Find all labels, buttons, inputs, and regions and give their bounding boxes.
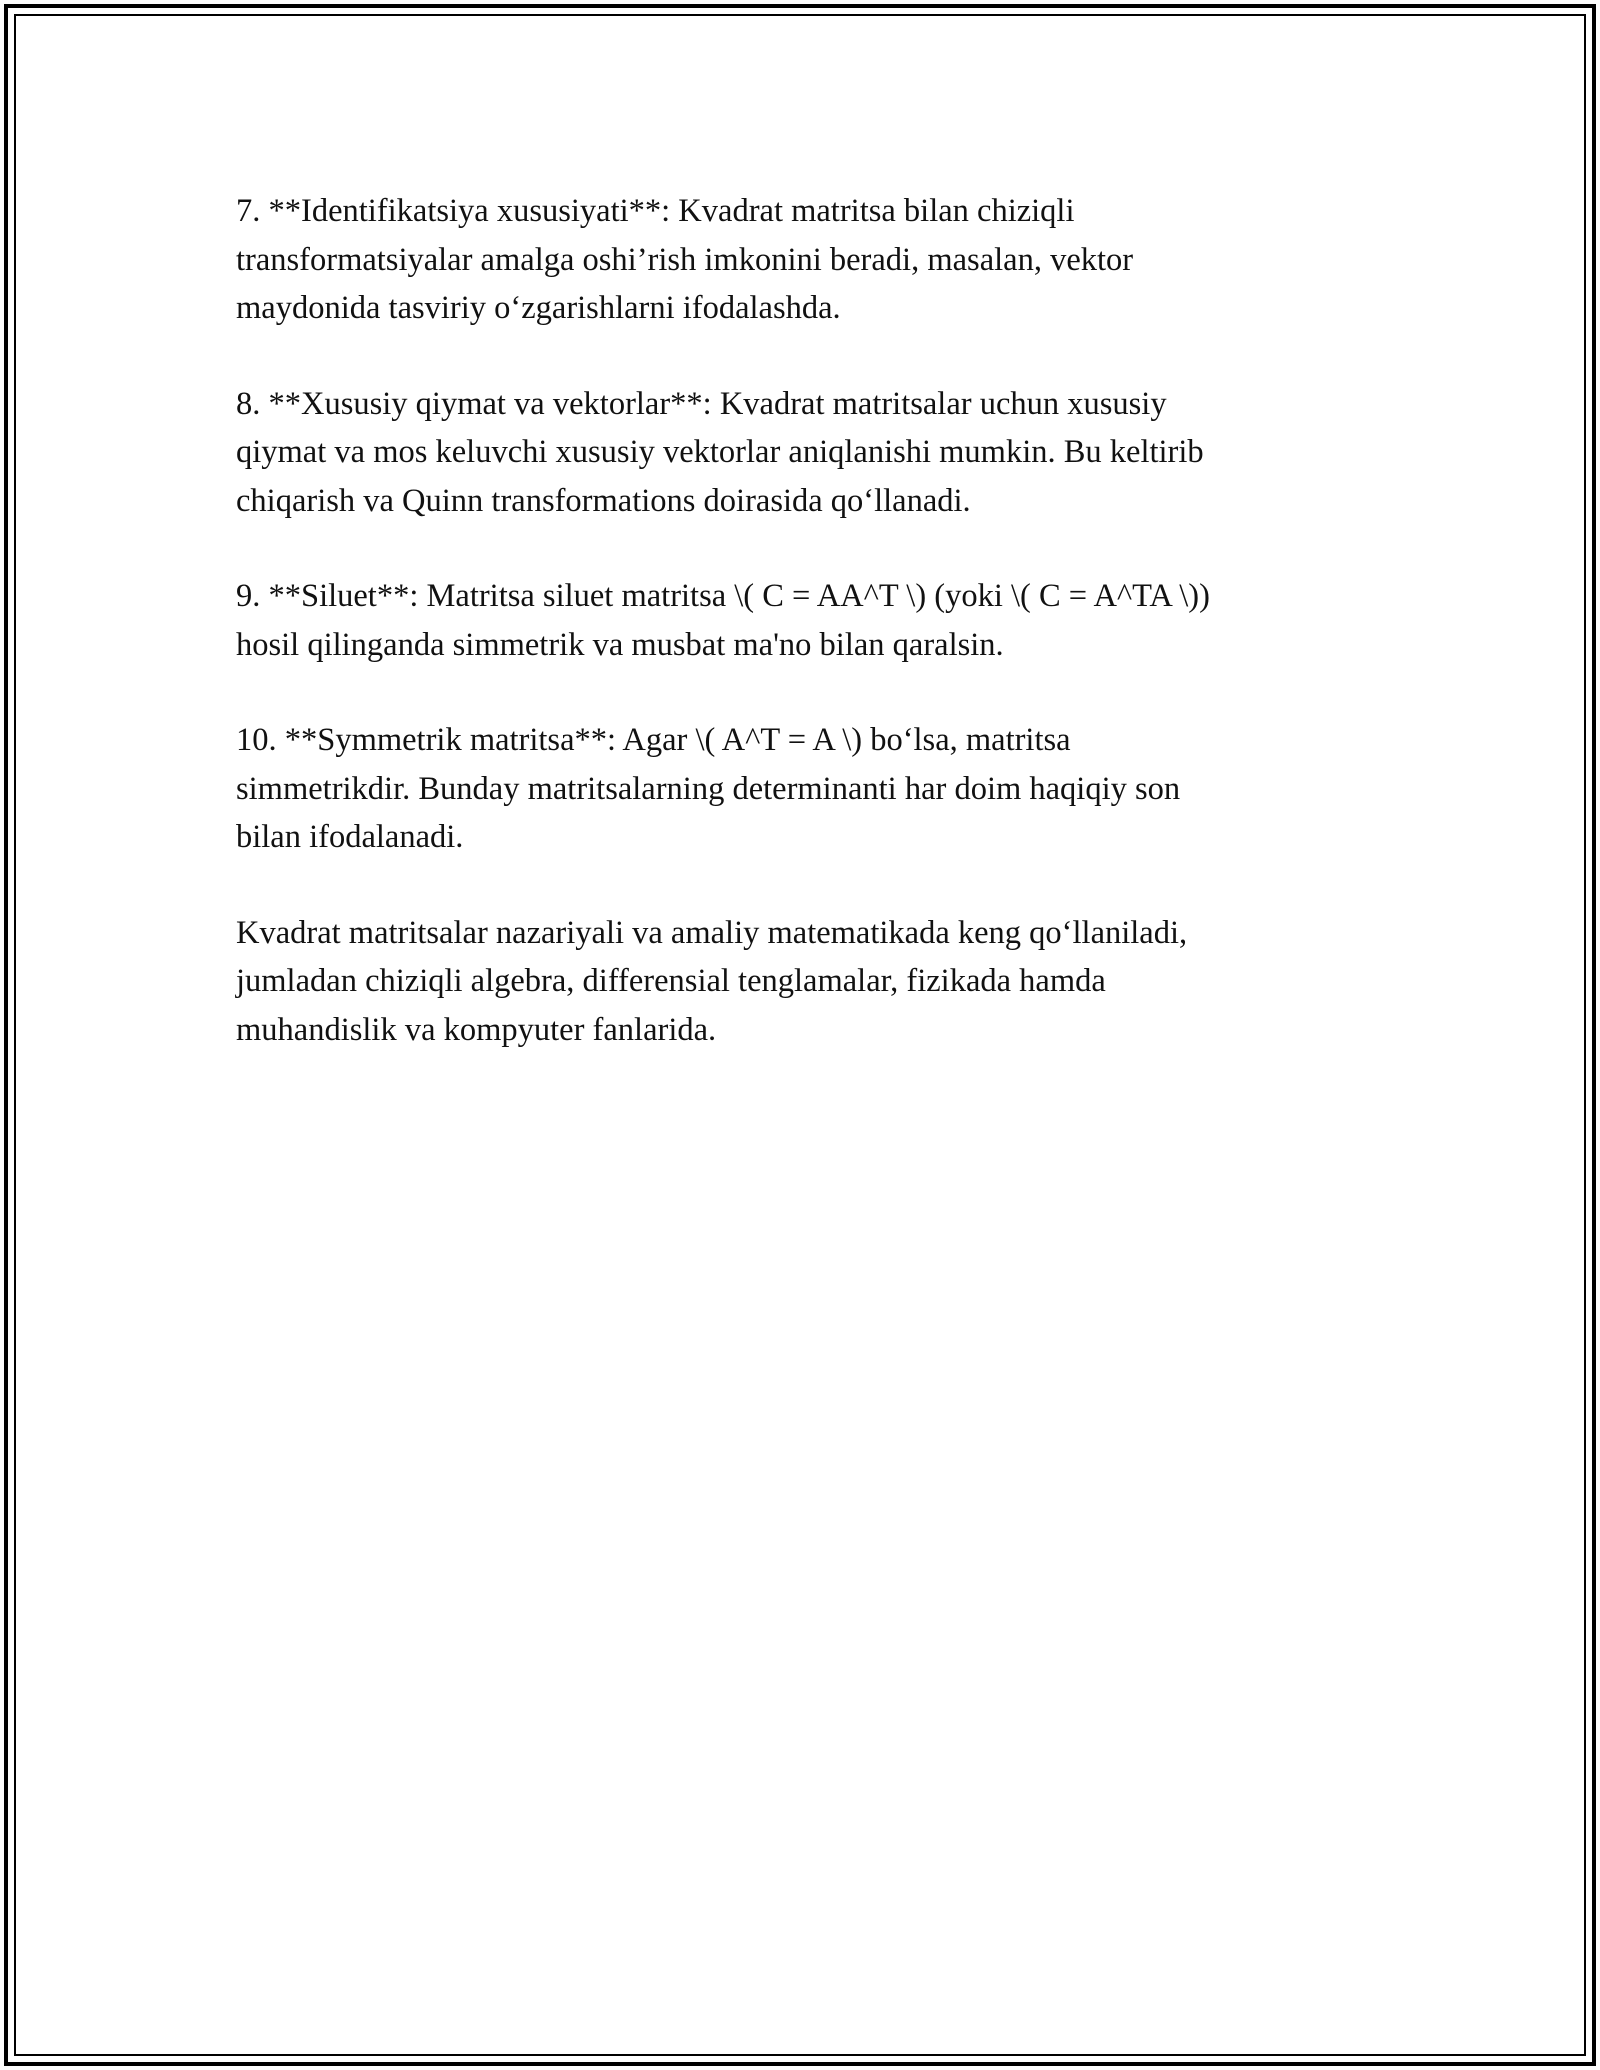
text-line: chiqarish va Quinn transformations doirasida qo‘llanadi. bbox=[236, 482, 971, 519]
text-line: bilan ifodalanadi. bbox=[236, 819, 464, 855]
paragraph-conclusion bbox=[236, 909, 1366, 1055]
text-line: hosil qilinganda simmetrik va musbat ma'no bilan qaralsin. bbox=[236, 626, 1004, 663]
text-line: Kvadrat matritsalar nazariyali va amaliy matematikada keng qo‘llaniladi, bbox=[236, 914, 1188, 951]
paragraph-item-9 bbox=[236, 572, 1366, 669]
paragraph-item-8 bbox=[236, 380, 1366, 526]
text-line: 10. **Symmetrik matritsa**: Agar \( A^T = A \) bo‘lsa, matritsa bbox=[236, 722, 1071, 758]
text-line: 7. **Identifikatsiya xususiyati**: Kvadrat matritsa bilan chiziqli bbox=[236, 193, 1075, 229]
paragraph-item-10 bbox=[236, 716, 1366, 862]
text-line: simmetrikdir. Bunday matritsalarning determinanti har doim haqiqiy son bbox=[236, 770, 1181, 807]
text-line: qiymat va mos keluvchi xususiy vektorlar aniqlanishi mumkin. Bu keltirib bbox=[236, 434, 1204, 470]
document-body bbox=[236, 187, 1366, 1101]
text-line: maydonida tasviriy o‘zgarishlarni ifodalashda. bbox=[236, 290, 841, 326]
text-line: jumladan chiziqli algebra, differensial tenglamalar, fizikada hamda bbox=[236, 963, 1106, 999]
paragraph-item-7 bbox=[236, 187, 1366, 333]
text-line: 9. **Siluet**: Matritsa siluet matritsa \( C = AA^T \) (yoki \( C = A^TA \)) bbox=[236, 578, 1210, 614]
text-line: 8. **Xususiy qiymat va vektorlar**: Kvadrat matritsalar uchun xususiy bbox=[236, 385, 1167, 422]
text-line: transformatsiyalar amalga oshi’rish imkonini beradi, masalan, vektor bbox=[236, 241, 1134, 278]
text-line: muhandislik va kompyuter fanlarida. bbox=[236, 1011, 717, 1048]
